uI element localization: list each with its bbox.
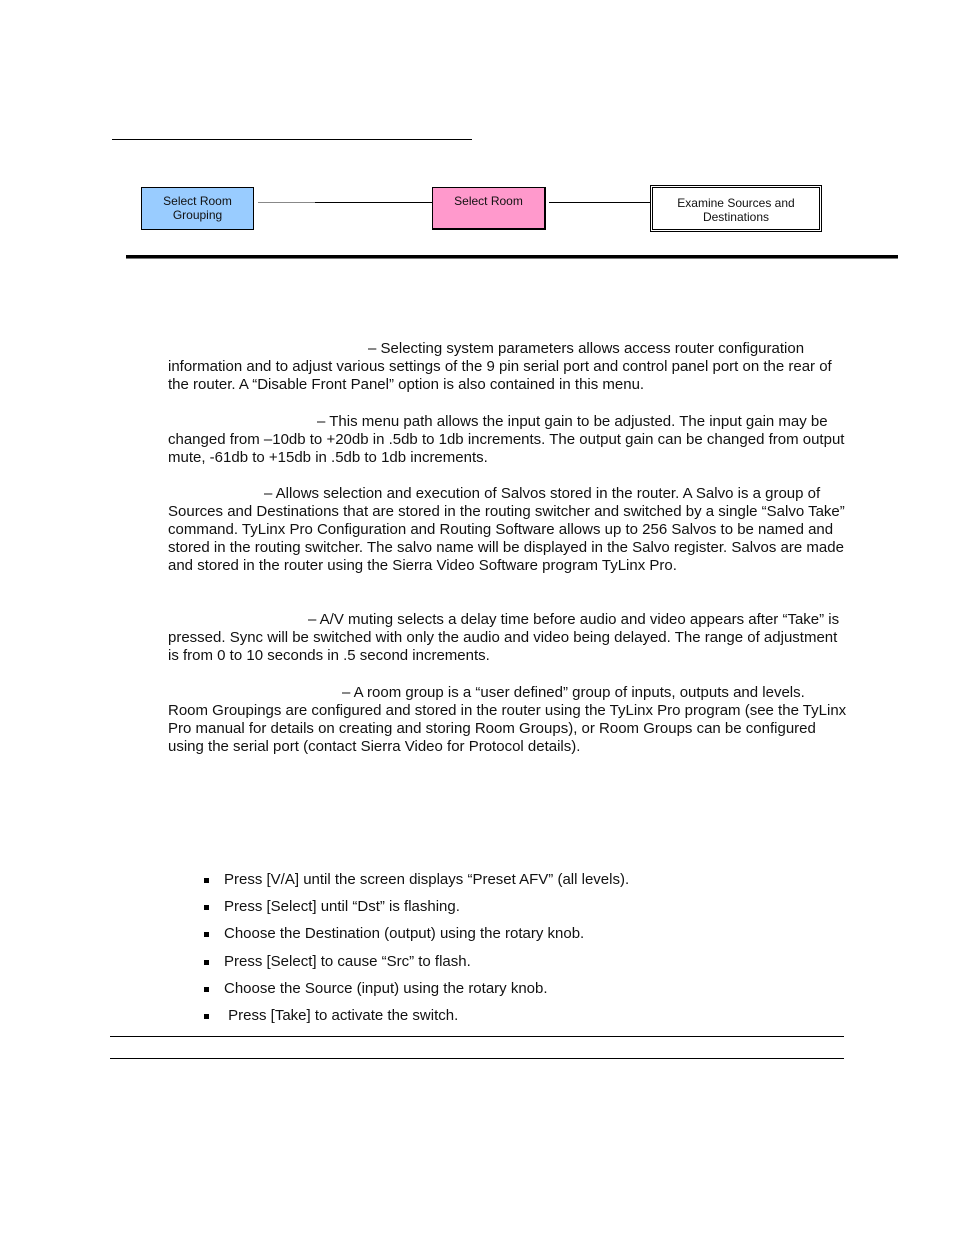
- connector-line-shade: [258, 202, 315, 203]
- steps-list: [200, 871, 629, 1034]
- paragraph-salvos: [168, 485, 848, 575]
- node-label: Select Room: [454, 194, 523, 208]
- paragraph-system-parameters: [168, 340, 848, 394]
- step-text: Press [Take] to activate the switch.: [224, 1006, 459, 1024]
- paragraph-text: – A/V muting selects a delay time before audio and video appears after “Take” is pressed. Sync will be switched with only the audio and video being delayed. The range of adjustment is from 0 to 10 seconds in .5 second increments.: [168, 611, 840, 664]
- section-divider: [126, 255, 898, 258]
- footer-rule: [110, 1036, 844, 1037]
- bullet-icon: [204, 878, 209, 883]
- paragraph-text: – Allows selection and execution of Salvos stored in the router. A Salvo is a group of Sources and Destinations that are stored in the routing switcher and switched by a single “Salvo Take” command. TyLinx Pro Configuration and Routing Software allows up to 256 Salvos to be named and stored in the routing switcher. The salvo name will be displayed in the Salvo register. Salvos are made and stored in the router using the Sierra Video Software program TyLinx Pro.: [168, 485, 845, 574]
- step-text: Choose the Source (input) using the rotary knob.: [224, 979, 548, 997]
- paragraph-text: – A room group is a “user defined” group of inputs, outputs and levels. Room Groupings are configured and stored in the router using the TyLinx Pro program (see the TyLinx Pro manual for details on creating and storing Room Groups), or Room Groups can be configured using the serial port (contact Sierra Video for Protocol details).: [168, 684, 847, 755]
- paragraph-room-groups: [168, 684, 848, 756]
- list-item: [200, 953, 629, 980]
- list-item: [200, 925, 629, 952]
- footer-rule: [110, 1058, 844, 1059]
- list-item: [200, 980, 629, 1007]
- connector-line: [549, 202, 650, 203]
- node-label: Select Room: [163, 194, 232, 208]
- bullet-icon: [204, 905, 209, 910]
- step-text: Press [V/A] until the screen displays “Preset AFV” (all levels).: [224, 871, 630, 888]
- node-select-room: [432, 187, 546, 230]
- bullet-icon: [204, 960, 209, 965]
- paragraph-text: – This menu path allows the input gain to be adjusted. The input gain may be changed from –10db to +20db in .5db to 1db increments. The output gain can be changed from output mute, -61db to +15db in .5db to 1db increments.: [168, 413, 845, 466]
- list-item: [200, 898, 629, 925]
- step-text: Press [Select] until “Dst” is flashing.: [224, 898, 460, 916]
- node-select-room-grouping: [141, 187, 254, 230]
- step-text: Press [Select] to cause “Src” to flash.: [224, 952, 471, 970]
- list-item: [200, 1007, 629, 1034]
- node-label: Grouping: [172, 208, 223, 222]
- node-label: Examine Sources and: [677, 196, 795, 210]
- bullet-icon: [204, 932, 209, 937]
- bullet-icon: [204, 987, 209, 992]
- list-item: [200, 871, 629, 898]
- node-examine-sources-destinations: [650, 185, 822, 232]
- header-rule: [112, 139, 472, 140]
- paragraph-gain: [168, 413, 848, 467]
- paragraph-text: – Selecting system parameters allows access router configuration information and to adjust various settings of the 9 pin serial port and control panel port on the rear of the router. A “Disable Front Panel” option is also contained in this menu.: [168, 340, 832, 393]
- bullet-icon: [204, 1014, 209, 1019]
- node-label: Destinations: [702, 210, 770, 224]
- paragraph-av-muting: [168, 611, 848, 665]
- step-text: Choose the Destination (output) using the rotary knob.: [224, 925, 585, 943]
